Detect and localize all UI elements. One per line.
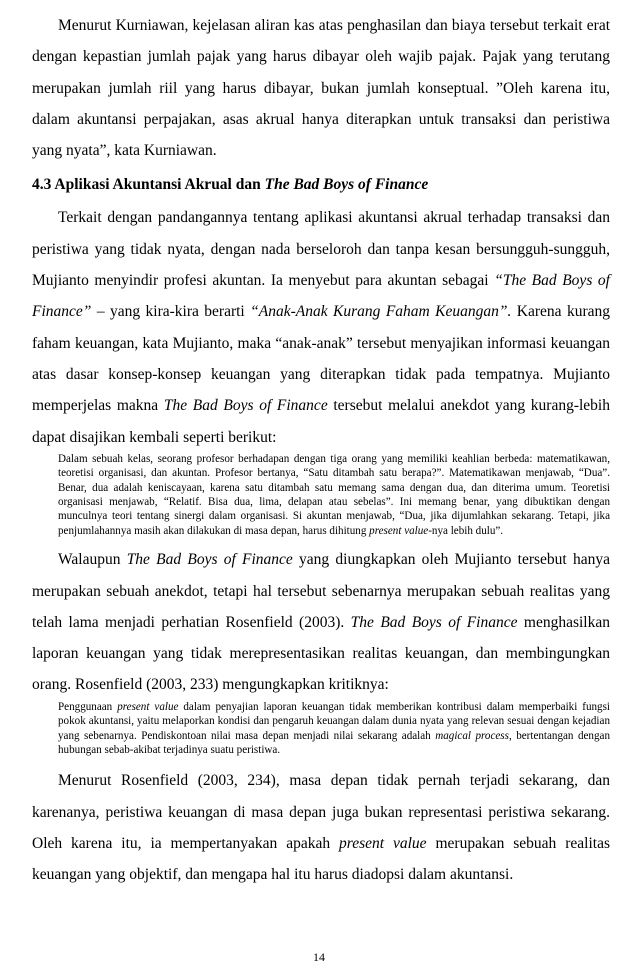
paragraph-text: Walaupun — [58, 551, 127, 569]
block-quote-rosenfield — [58, 700, 610, 758]
paragraph-text: yang diungkapkan oleh Mujianto tersebut hanya merupakan sebuah anekdot, tetapi hal tersebut sebenarnya merupakan sebuah realitas yang telah lama menjadi perhatian Rosenfield (2003). — [32, 551, 610, 631]
paragraph-text: Karena kurang faham keuangan, kata Mujianto, maka “anak-anak” tersebut menyajikan informasi keuangan atas dasar konsep-konsep keuangan yang diterapkan tidak pada tempatnya. Mujianto memperjelas makna — [32, 303, 610, 415]
paragraph-text: Menurut Kurniawan, kejelasan aliran kas atas penghasilan dan biaya tersebut terkait erat dengan kepastian jumlah pajak yang harus dibayar oleh wajib pajak. Pajak yang terutang merupakan jumlah riil yang harus dibayar, bukan jumlah konseptual. ”Oleh karena itu, dalam akuntansi perpajakan, asas akrual hanya diterapkan untuk transaksi dan peristiwa yang nyata”, kata Kurniawan. — [32, 17, 610, 160]
paragraph-mujianto — [32, 202, 610, 452]
document-page — [32, 10, 610, 891]
quote-text: Penggunaan — [58, 700, 118, 713]
italic-term: present value — [339, 835, 427, 852]
quote-text: -nya lebih dulu”. — [428, 524, 504, 537]
italic-term: magical process — [435, 729, 509, 742]
paragraph-kurniawan — [32, 10, 610, 166]
paragraph-text: – yang kira-kira berarti — [91, 303, 251, 321]
section-heading-italic: The Bad Boys of Finance — [264, 176, 429, 194]
italic-term: “The Bad Boys of Finance” — [32, 272, 610, 321]
paragraph-text: merupakan sebuah realitas keuangan yang objektif, dan mengapa hal itu harus diadopsi dalam akuntansi. — [32, 835, 610, 884]
italic-term: “Anak-Anak Kurang Faham Keuangan”. — [250, 303, 512, 321]
paragraph-text: Menurut Rosenfield (2003, 234), masa depan tidak pernah terjadi sekarang, dan karenanya, peristiwa keuangan di masa depan juga bukan representasi peristiwa sekarang. Oleh karena itu, ia mempertanyakan apakah — [32, 772, 610, 852]
paragraph-text: tersebut melalui anekdot yang kurang-lebih dapat disajikan kembali seperti berikut: — [32, 397, 610, 446]
quote-text: dalam penyajian laporan keuangan tidak memberikan kontribusi dalam memperbaiki fungsi pokok akuntansi, yaitu melaporkan kondisi dan pengaruh keuangan dalam dunia nyata yang relevan sesuai dengan kejadian yang sebenarnya. Pendiskontoan nilai masa depan menjadi nilai sekarang adalah — [58, 700, 610, 742]
quote-text: , bertentangan dengan hubungan sebab-akibat terjadinya suatu peristiwa. — [58, 729, 611, 756]
quote-text: Dalam sebuah kelas, seorang profesor berhadapan dengan tiga orang yang memiliki keahlian berbeda: matematikawan, teoretisi organisasi, dan akuntan. Profesor bertanya, “Satu ditambah satu berapa?”. Matematikawan menjawab, “Dua”. Benar, dua adalah keniscayaan, karena satu ditambah satu memang sama dengan dua, dan diterima umum. Teoretisi organisasi menjawab, “Relatif. Bisa dua, lima, delapan atau sebelas”. Ini memang benar, yang dibuktikan dengan munculnya teori tentang sinergi dalam organisasi. Si akuntan menjawab, “Dua, jika dijumlahkan sekarang. Tetapi, jika penjumlahannya masih akan dilakukan di masa depan, harus dihitung — [58, 452, 610, 537]
italic-term: The Bad Boys of Finance — [126, 551, 293, 569]
section-heading-text: 4.3 Aplikasi Akuntansi Akrual dan — [32, 176, 265, 194]
block-quote-anecdote — [58, 452, 610, 538]
paragraph-conclusion — [32, 765, 610, 890]
section-heading — [32, 172, 610, 198]
italic-term: present value — [369, 524, 429, 537]
paragraph-text: Terkait dengan pandangannya tentang aplikasi akuntansi akrual terhadap transaksi dan peristiwa yang tidak nyata, dengan nada berseloroh dan tanpa kesan bersungguh-sungguh, Mujianto menyindir profesi akuntan. Ia menyebut para akuntan sebagai — [32, 209, 610, 290]
page-number: 14 — [313, 950, 325, 964]
italic-term: The Bad Boys of Finance — [163, 397, 328, 415]
paragraph-text: menghasilkan laporan keuangan yang tidak merepresentasikan realitas keuangan, dan membingungkan orang. Rosenfield (2003, 233) mengungkapkan kritiknya: — [32, 613, 610, 694]
italic-term: The Bad Boys of Finance — [350, 613, 518, 631]
italic-term: present value — [117, 700, 179, 713]
paragraph-rosenfield — [32, 544, 610, 700]
